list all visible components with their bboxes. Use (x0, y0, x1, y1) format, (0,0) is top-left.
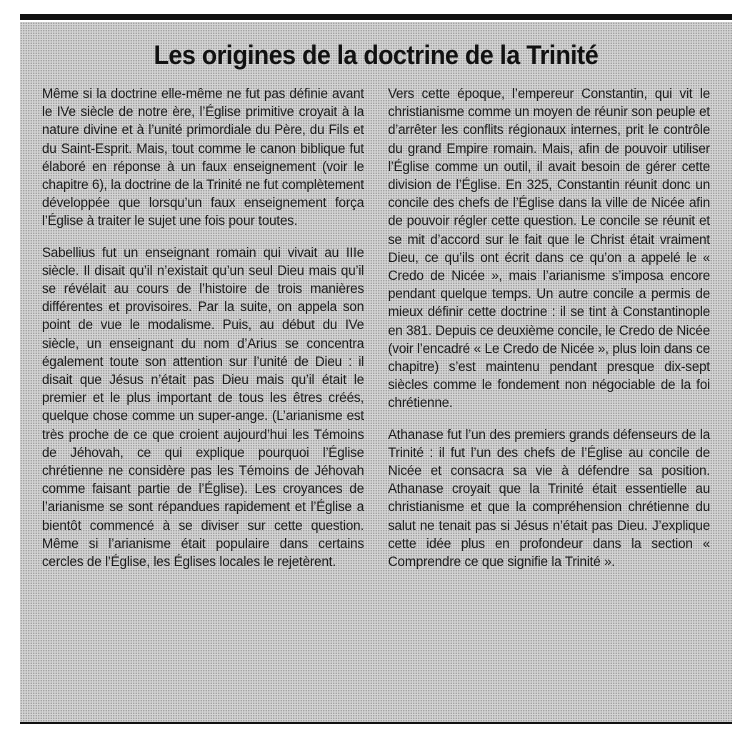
paragraph: Vers cette époque, l’empereur Constantin, qui vit le christianisme comme un moyen de réunir son peuple et d’arrêter les conflits régionaux internes, prit le contrôle du grand Empire romain. Mais, afin de pouvoir utiliser l’Église comme un outil, il avait besoin de gérer cette division de l’Église. En 325, Constantin réunit donc un concile des chefs de l’Église dans la ville de Nicée afin de pouvoir régler cette question. Le concile se réunit et se mit d’accord sur le fait que le Christ était vraiment Dieu, ce qu’ils ont écrit dans ce qu’on a appelé le « Credo de Nicée », mais l’arianisme s’imposa encore pendant quelque temps. Un autre concile a permis de mieux définir cette doctrine : il se tint à Constantinople en 381. Depuis ce deuxième concile, le Credo de Nicée (voir l’encadré « Le Credo de Nicée », plus loin dans ce chapitre) s’est maintenu pendant presque dix-sept siècles comme le fondement non négociable de la foi chrétienne. (388, 86, 710, 411)
right-column (388, 85, 710, 584)
top-rule (20, 14, 732, 20)
left-column (42, 85, 364, 584)
box-title: Les origines de la doctrine de la Trinité (153, 40, 599, 70)
columns (42, 85, 710, 584)
paragraph: Athanase fut l’un des premiers grands défenseurs de la Trinité : il fut l’un des chefs de l’Église au concile de Nicée et consacra sa vie à défendre sa position. Athanase croyait que la Trinité était essentielle au christianisme et que la compréhension chrétienne du salut ne tenait pas si Jésus n’était pas Dieu. J’explique cette idée plus en profondeur dans la section « Comprendre ce que signifie la Trinité ». (388, 426, 710, 570)
bottom-rule (20, 722, 732, 724)
paragraph: Même si la doctrine elle-même ne fut pas définie avant le IVe siècle de notre ère, l’Église primitive croyait à la nature divine et à l’unité primordiale du Père, du Fils et du Saint-Esprit. Mais, tout comme le canon biblique fut élaboré en réponse à un faux enseignement (voir le chapitre 6), la doctrine de la Trinité ne fut complètement développée que lorsqu’un faux enseignement força l’Église à traiter le sujet une fois pour toutes. (42, 86, 364, 229)
paragraph: Sabellius fut un enseignant romain qui vivait au IIIe siècle. Il disait qu’il n’existait qu’un seul Dieu mais qu’il se révélait au cours de l’histoire de trois manières différentes et provisoires. Par la suite, on appela son point de vue le modalisme. Puis, au début du IVe siècle, un enseignant du nom d’Arius se concentra également toute son attention sur l’unité de Dieu : il disait que Jésus n’était pas Dieu mais qu’il était le premier et le plus important de tous les êtres créés, quelque chose comme un super-ange. (L’arianisme est très proche de ce que croient aujourd’hui les Témoins de Jéhovah, ce qui explique pourquoi l’Église chrétienne ne considère pas les Témoins de Jéhovah comme faisant partie de l’Église). Les croyances de l’arianisme se sont répandues rapidement et l’Église a bientôt commencé à se diviser sur cette question. Même si l’arianisme était populaire dans certains cercles de l’Église, les Églises locales le rejetèrent. (42, 244, 364, 570)
sidebar-box (20, 22, 732, 722)
